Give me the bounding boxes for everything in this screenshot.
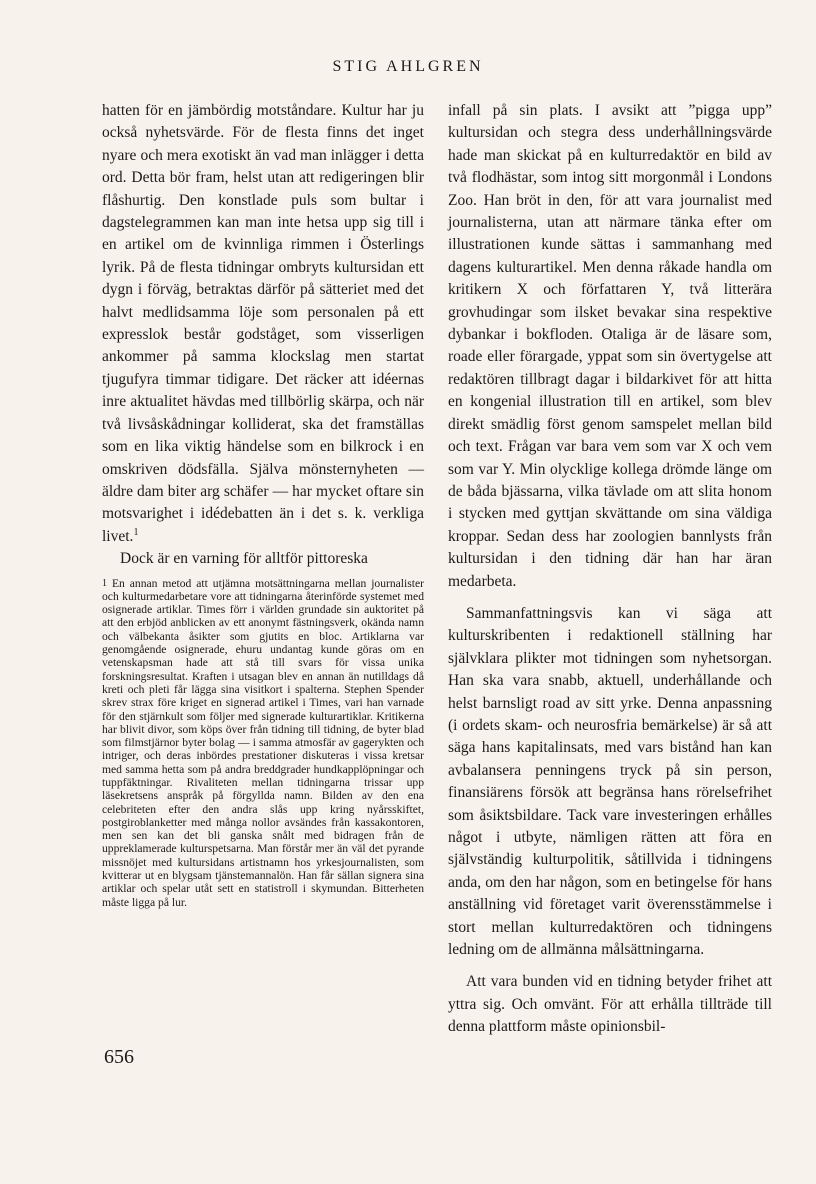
footnote-reference: 1 bbox=[133, 526, 139, 538]
left-paragraph-2: Dock är en varning för alltför pittoreska bbox=[120, 550, 368, 568]
left-column bbox=[102, 100, 424, 909]
right-paragraph-1: infall på sin plats. I avsikt att ”pigga upp” kultursidan och stegra dess underhållningsvärde hade man skickat på en kulturredaktör en bild av två flodhästar, som intog sitt morgonmål i Londons Zoo. Han bröt in den, för att vara journalist med journalisterna, utan att närmare tänka efter om illustrationen kunde sättas i sammanhang med dagens kulturartikel. Men denna råkade handla om kritikern X och författaren Y, två litterära grovhudingar som ilsket bevakar sina respektive dybankar i bokfloden. Otaliga är de läsare som, roade eller förargade, yppat som sin övertygelse att redaktören tillbragt dagar i bildarkivet för att hitta en kongenial illustration till en artikel, som blev direkt smädlig först genom samspelet mellan bild och text. Frågan var bara vem som var X och vem som var Y. Min olycklige kollega drömde länge om de båda bjässarna, vilka tävlade om att slita honom i stycken med gyttjan skvättande om sina väldiga kroppar. Sedan dess har zoologien bannlysts från kultursidan i den tidning där han har äran medarbeta. bbox=[448, 102, 772, 590]
running-head: STIG AHLGREN bbox=[332, 58, 484, 75]
footnote-text: En annan metod att utjämna motsättningarna mellan journalister och kulturmedarbetare vore att tidningarna återinförde systemet med osignerade artiklar. Times förr i världen grundade sin auktoritet på att den erbjöd anblicken av ett anonymt fästningsverk, okända namn och välbekanta åsikter som gjutits en bloc. Artiklarna var genomgående osignerade, ehuru undantag kunde göras om en vetenskapsman hade att stå till svars för vissa unika forskningsresultat. Kraften i utsagan blev en annan än nutilldags då kreti och pleti får lägga sina visitkort i spalterna. Stephen Spender skrev strax före kriget en signerad artikel i Times, vari han varnade för den stjärnkult som följer med signerade kulturartiklar. Kritikerna har blivit divor, som köps över från tidning till tidning, de byter blad som filmstjärnor byter bolag — i samma atmosfär av gagerykten och intriger, och deras inbördes prestationer diskuteras i vissa kretsar med samma hetta som på andra breddgrader hundkapplöpningar och tuppfäktningar. Rivaliteten mellan tidningarna trissar upp läsekretsens anspråk på förgyllda namn. Bilden av den ena celebriteten efter den andra slås upp kring nyårsskiftet, postgiroblanketter med många nollor avsändes från kassakontoren, men sen kan det bli ganska snålt med bidragen från de uppreklamerade kulturspetsarna. Man förstår mer än väl det pyrande missnöjet med kultursidans artistnamn hos yrkesjournalisten, som kvitterar ut en blygsam tjänstemannalön. Han får sällan signera sina artiklar och spelar utåt sett en statistroll i skymundan. Bitterheten måste ligga på lur. bbox=[102, 576, 424, 909]
footnote-mark: 1 bbox=[102, 577, 107, 589]
footnote bbox=[102, 577, 424, 909]
left-paragraph-1 bbox=[102, 100, 424, 548]
left-paragraph-1-text: hatten för en jämbördig motståndare. Kultur har ju också nyhetsvärde. För de flesta finns det inget nyare och mera exotiskt än vad man inlägger i detta ord. Detta bör fram, helst utan att redigeringen blir flåshurtig. Den konstlade puls som bultar i dagstelegrammen kan man inte hetsa upp sig till i en artikel om de kvinnliga rimmen i Österlings lyrik. På de flesta tidningar ombryts kultursidan ett dygn i förväg, betraktas därför på sätteriet med det halvt medlidsamma löje som personalen på ett expresslok består godståget, som visserligen ankommer på samma klockslag men startat tjugufyra timmar tidigare. Det räcker att idéernas inre aktualitet hävdas med tillbörlig skärpa, och när två livsåskådningar kolliderat, ska det framställas som en lika viktig händelse som en bilkrock i en omskriven dödsfälla. Själva mönsternyheten — äldre dam biter arg schäfer — har mycket oftare sin motsvarighet i idédebatten än i det s. k. verkliga livet. bbox=[102, 102, 424, 545]
right-paragraph-2: Sammanfattningsvis kan vi säga att kulturskribenten i redaktionell ställning har självklara plikter mot tidningen som nyhetsorgan. Han ska vara snabb, aktuell, underhållande och helst barnsligt road av sitt yrke. Denna anpassning (i ordets skam- och neurosfria bemärkelse) är så att säga hans kapitalinsats, med vars bistånd han kan avbalansera penningens tryck på sin person, finansiärens försök att begränsa hans rörelsefrihet som åsiktsbildare. Tack vare investeringen erhålles något i utbyte, nämligen rätten att föra en självständig kulturpolitik, såtillvida i tidningens anda, om den har någon, som en betingelse för hans anställning vid företaget varit överensstämmelse i stort mellan kulturredaktören och tidningens ledning om de allmänna målsättningarna. bbox=[448, 604, 772, 959]
page-number: 656 bbox=[104, 1046, 134, 1068]
right-column bbox=[448, 100, 772, 1039]
right-paragraph-3: Att vara bunden vid en tidning betyder frihet att yttra sig. Och omvänt. För att erhålla tillträde till denna plattform måste opinionsbil- bbox=[448, 973, 772, 1036]
